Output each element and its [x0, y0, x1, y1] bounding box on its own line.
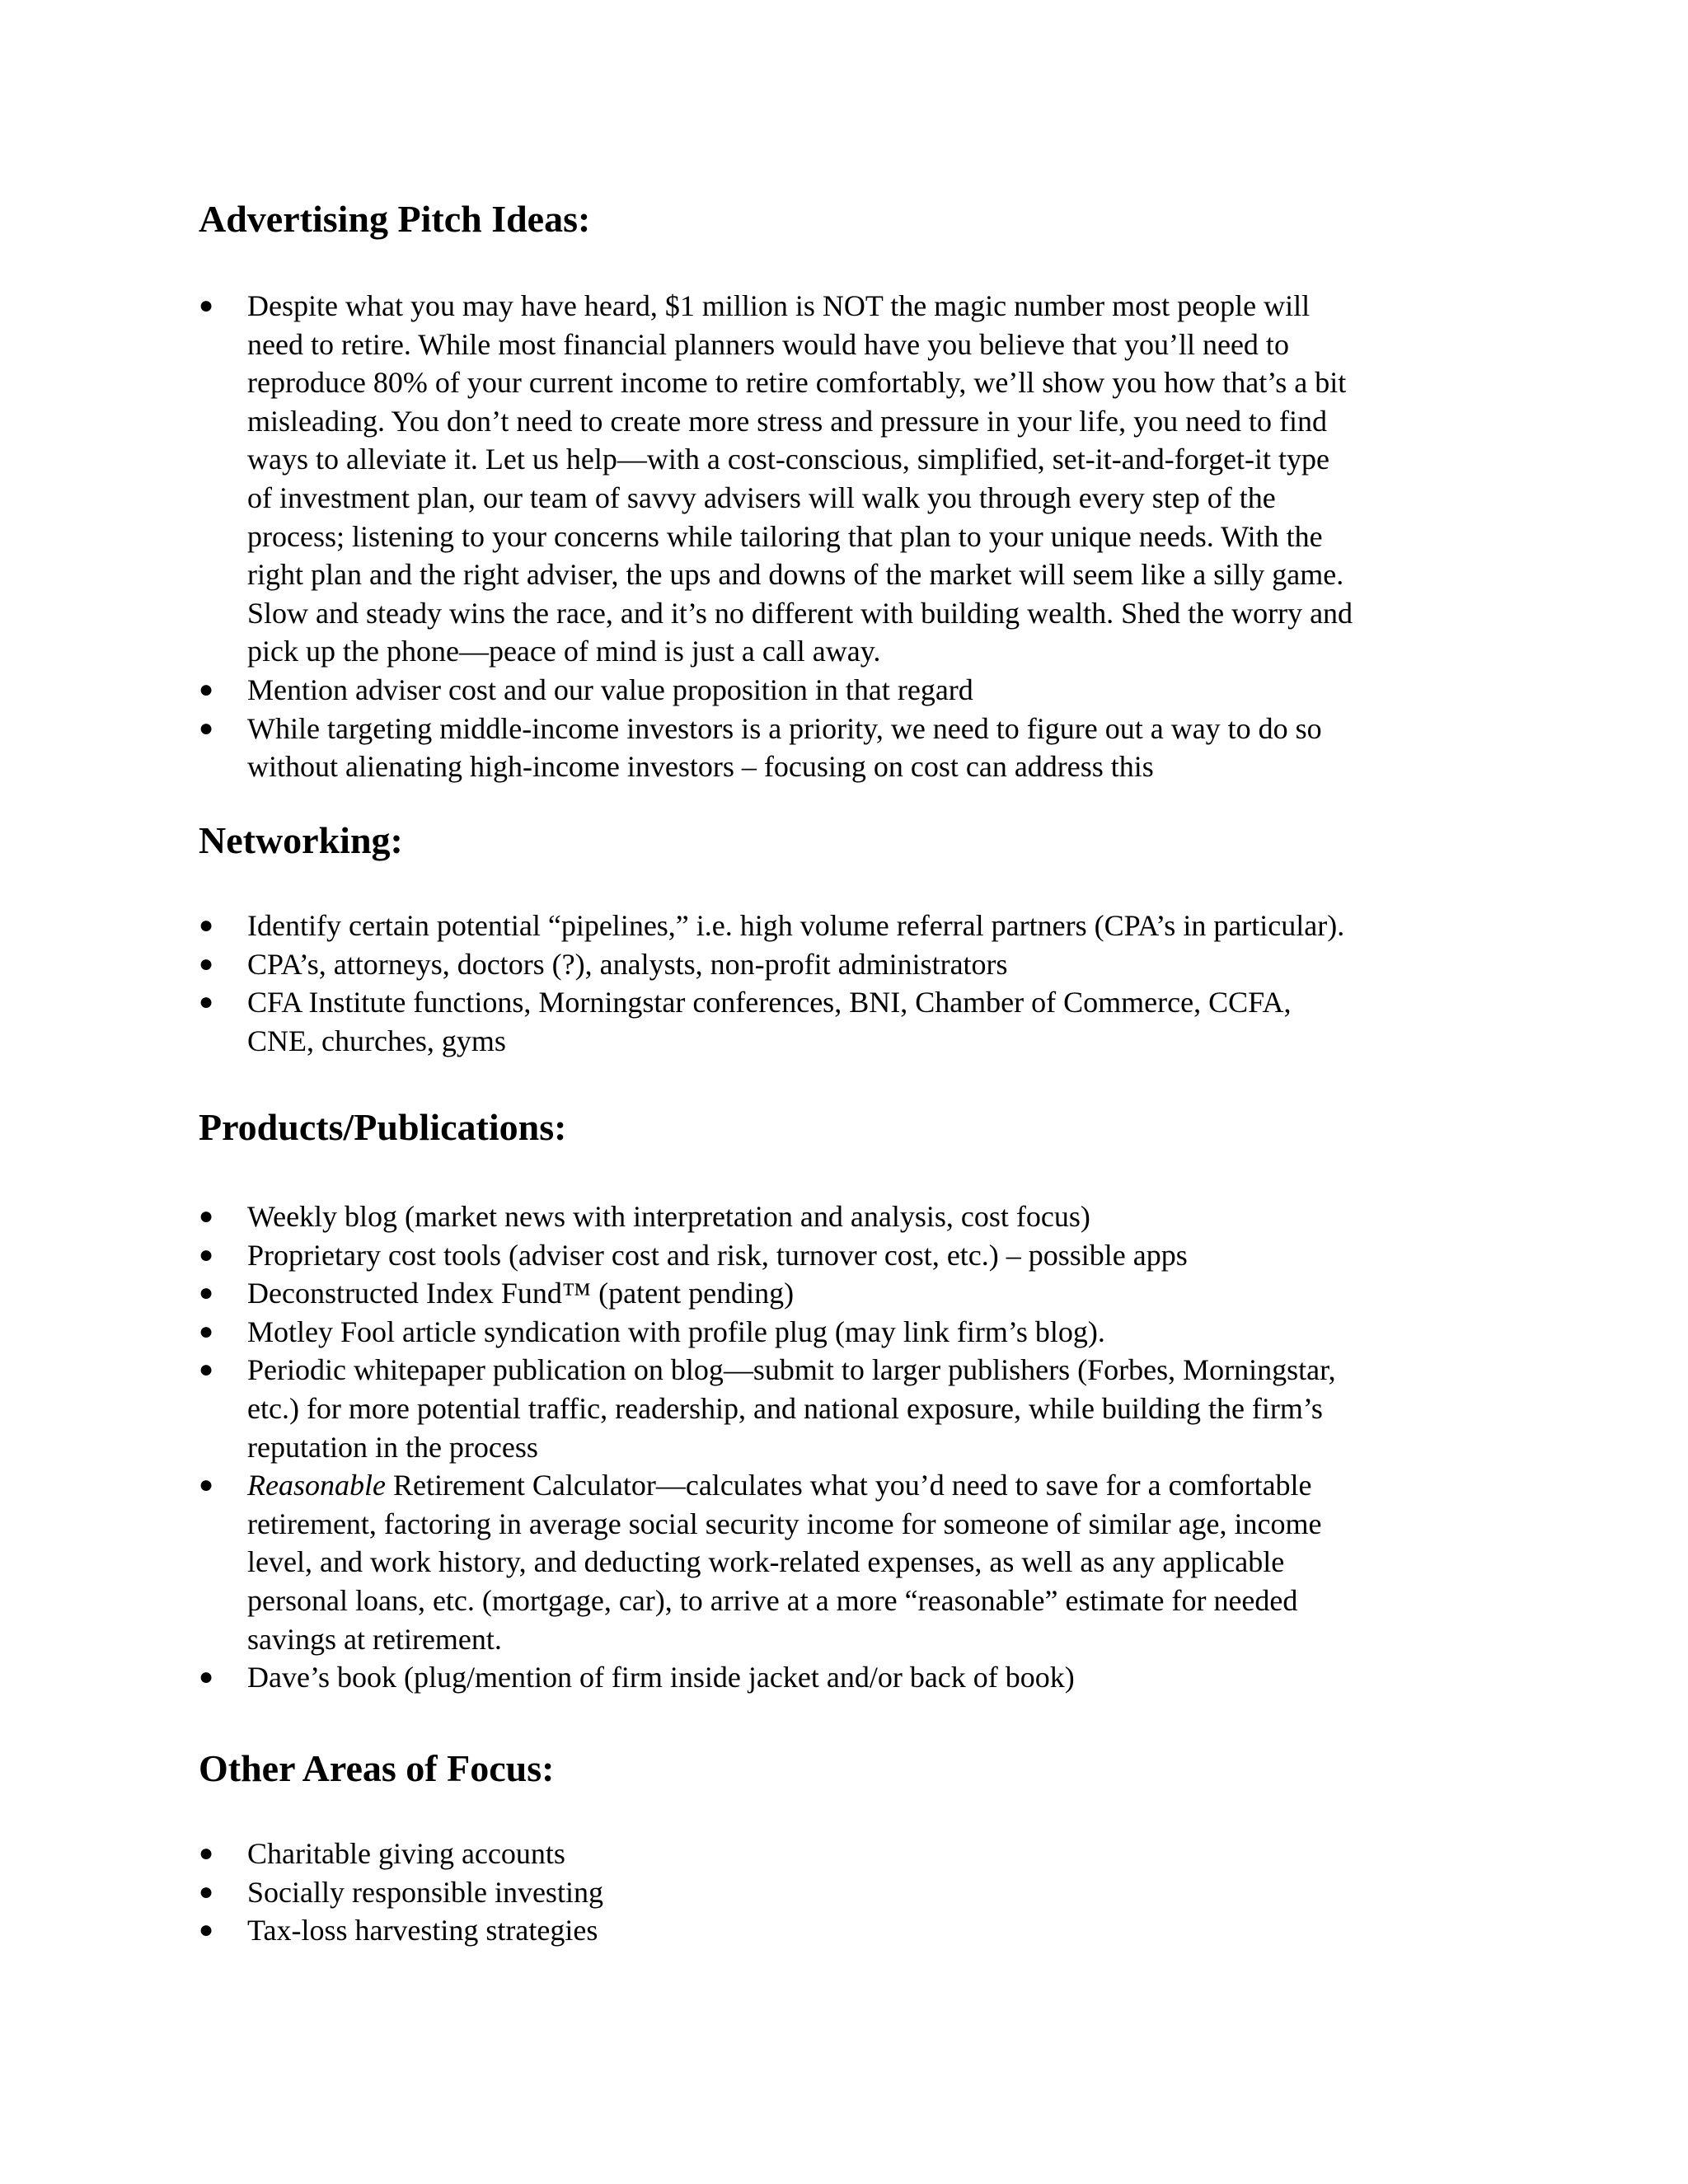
bullet-icon: ●	[199, 1916, 214, 1944]
list-item: ● CFA Institute functions, Morningstar conferences, BNI, Chamber of Commerce, CCFA, CNE, churches, gyms	[0, 983, 1484, 1060]
section-heading-networking: Networking:	[199, 819, 403, 861]
bullet-list-other-areas	[0, 1835, 1688, 1950]
section-heading-products: Products/Publications:	[199, 1106, 567, 1148]
list-item: ● Periodic whitepaper publication on blog—submit to larger publishers (Forbes, Morningstar, etc.) for more potential traffic, readership, and national exposure, while building the firm’s reputation in the process	[0, 1351, 1484, 1466]
bullet-icon: ●	[199, 1877, 214, 1905]
italic-emphasis: Reasonable	[247, 1469, 386, 1502]
list-item: ● Proprietary cost tools (adviser cost and risk, turnover cost, etc.) – possible apps	[0, 1236, 1484, 1275]
bullet-icon: ●	[199, 292, 214, 319]
bullet-icon: ●	[199, 1279, 214, 1307]
list-item: ● Weekly blog (market news with interpretation and analysis, cost focus)	[0, 1197, 1484, 1236]
list-item: ● Mention adviser cost and our value proposition in that regard	[0, 671, 1484, 710]
bullet-icon: ●	[199, 912, 214, 939]
list-item: ● While targeting middle-income investors is a priority, we need to figure out a way to do so without alienating high-income investors – focusing on cost can address this	[0, 710, 1484, 786]
list-item: ● Socially responsible investing	[0, 1873, 1484, 1912]
bullet-icon: ●	[199, 988, 214, 1016]
list-item: ● Reasonable Retirement Calculator—calculates what you’d need to save for a comfortable retirement, factoring in average social security income for someone of similar age, income level, and work history, and deducting work-related expenses, as well as any applicable personal loans, etc. (mortgage, car), to arrive at a more “reasonable” estimate for needed savings at retirement.	[0, 1466, 1484, 1658]
list-item: ● Motley Fool article syndication with profile plug (may link firm’s blog).	[0, 1313, 1484, 1352]
bullet-icon: ●	[199, 1356, 214, 1384]
list-item: ● Dave’s book (plug/mention of firm inside jacket and/or back of book)	[0, 1658, 1484, 1697]
bullet-icon: ●	[199, 1840, 214, 1867]
list-item: ● CPA’s, attorneys, doctors (?), analysts, non-profit administrators	[0, 945, 1484, 984]
section-heading-other-areas: Other Areas of Focus:	[199, 1747, 555, 1789]
bullet-list-networking	[0, 907, 1688, 1060]
bullet-icon: ●	[199, 1202, 214, 1230]
list-item: ● Deconstructed Index Fund™ (patent pending)	[0, 1274, 1484, 1313]
list-item: ● Despite what you may have heard, $1 million is NOT the magic number most people will need to retire. While most financial planners would have you believe that you’ll need to reproduce 80% of your current income to retire comfortably, we’ll show you how that’s a bit misleading. You don’t need to create more stress and pressure in your life, you need to find ways to alleviate it. Let us help—with a cost-conscious, simplified, set-it-and-forget-it type of investment plan, our team of savvy advisers will walk you through every step of the process; listening to your concerns while tailoring that plan to your unique needs. With the right plan and the right adviser, the ups and downs of the market will seem like a silly game. Slow and steady wins the race, and it’s no different with building wealth. Shed the worry and pick up the phone—peace of mind is just a call away.	[0, 287, 1484, 671]
list-item: ● Tax-loss harvesting strategies	[0, 1911, 1484, 1950]
bullet-icon: ●	[199, 1240, 214, 1268]
bullet-icon: ●	[199, 949, 214, 977]
bullet-icon: ●	[199, 675, 214, 703]
section-heading-advertising: Advertising Pitch Ideas:	[199, 198, 591, 240]
bullet-icon: ●	[199, 1317, 214, 1345]
bullet-list-advertising	[0, 287, 1688, 786]
bullet-icon: ●	[199, 1471, 214, 1499]
bullet-icon: ●	[199, 714, 214, 742]
list-item: ● Identify certain potential “pipelines,” i.e. high volume referral partners (CPA’s in particular).	[0, 907, 1484, 945]
list-item: ● Charitable giving accounts	[0, 1835, 1484, 1873]
bullet-icon: ●	[199, 1663, 214, 1691]
bullet-list-products	[0, 1197, 1688, 1697]
